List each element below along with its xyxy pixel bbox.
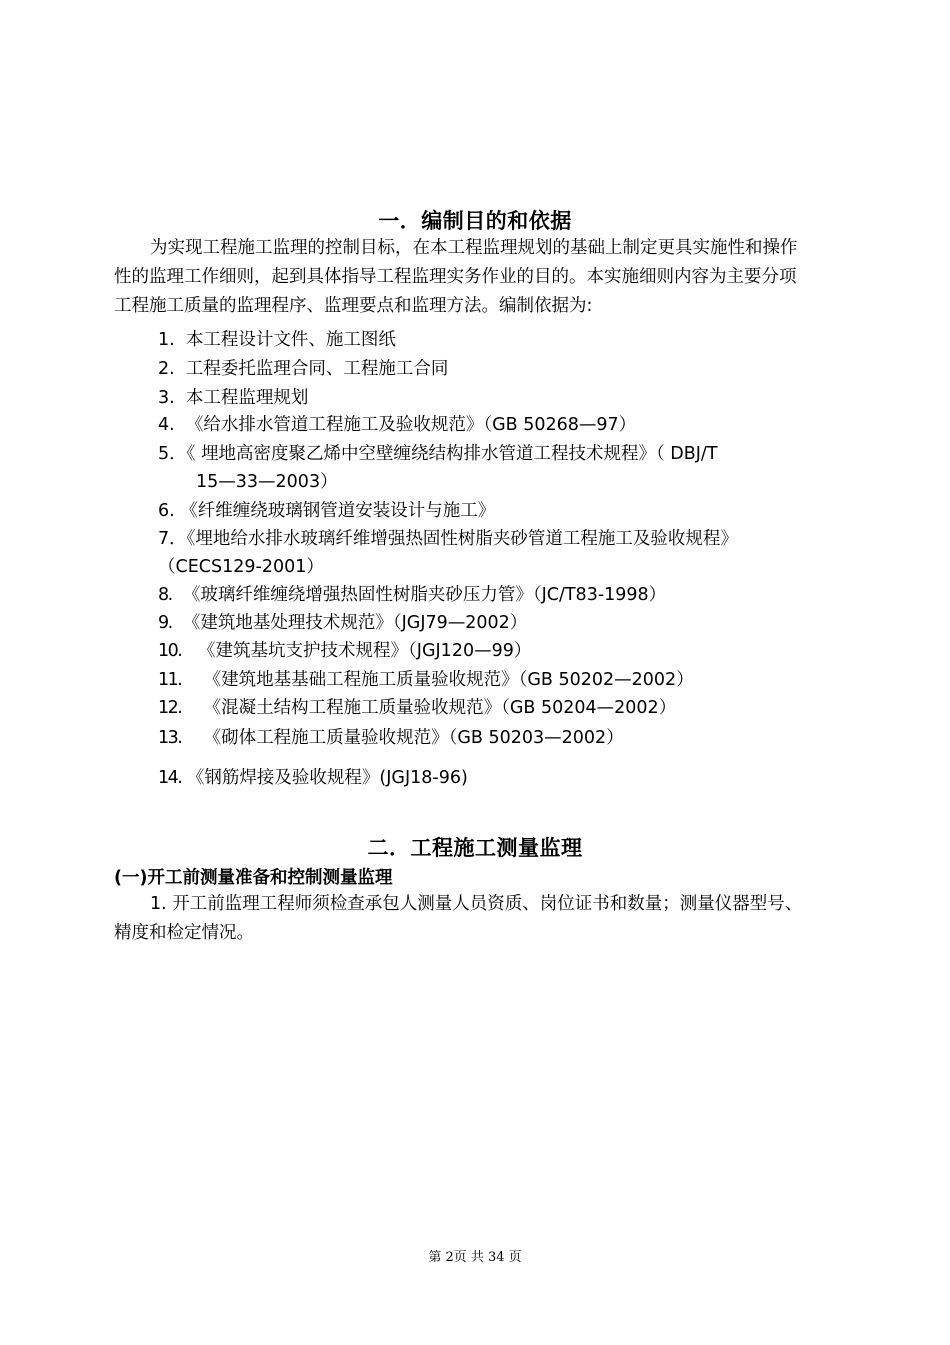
list-item-number: 3. [158,388,175,408]
list-item-number: 2. [158,359,175,379]
list-item-text: 本工程监理规划 [185,388,309,408]
section1-intro-line1: 为实现工程施工监理的控制目标，在本工程监理规划的基础上制定更具实施性和操作 [150,238,798,258]
list-item [158,637,531,665]
list-item [158,355,448,383]
list-item-number: 7． [158,529,187,549]
list-item [158,326,396,354]
list-item-text: 工程委托监理合同、工程施工合同 [185,359,449,379]
section2-para-line2: 精度和检定情况。 [114,923,254,943]
list-item [158,497,495,525]
list-item [158,440,718,468]
section2-para-line1: 1. 开工前监理工程师须检查承包人测量人员资质、岗位证书和数量；测量仪器型号、 [150,894,803,914]
list-item [158,764,468,792]
section1-title: 一．编制目的和依据 [378,209,572,233]
list-item-number: 9. [158,613,172,633]
list-item-text: 《给水排水管道工程施工及验收规范》（GB 50268—97） [185,415,637,435]
list-item-text: 《纤维缠绕玻璃钢管道安装设计与施工》 [180,501,496,521]
list-item-text: 《建筑基坑支护技术规程》（JGJ120—99） [198,641,532,661]
list-item-number: 11. [158,670,182,690]
list-item-number: 8. [158,585,172,605]
list-item-text: 《建筑地基基础工程施工质量验收规范》（GB 50202—2002） [203,670,694,690]
page-footer: 第 2页 共 34 页 [428,1250,522,1265]
list-item-text: 《砌体工程施工质量验收规范》（GB 50203—2002） [203,728,624,748]
list-item-number: 14. [158,768,182,788]
section2-subtitle: (一)开工前测量准备和控制测量监理 [114,868,393,888]
list-item-number: 4. [158,415,175,435]
list-item-number: 13. [158,728,182,748]
section1-intro-line2: 性的监理工作细则，起到具体指导工程监理实务作业的目的。本实施细则内容为主要分项 [114,267,797,287]
list-item-number: 10. [158,641,182,661]
list-item-text: 《 埋地高密度聚乙烯中空壁缠绕结构排水管道工程技术规程》（ DBJ/T [186,444,718,464]
list-item [158,694,676,722]
list-item-text: 《埋地给水排水玻璃纤维增强热固性树脂夹砂管道工程施工及验收规程》 [186,529,738,549]
list-item [158,411,636,439]
list-item [158,525,738,553]
list-item-text: 《混凝土结构工程施工质量验收规范》（GB 50204—2002） [203,698,677,718]
list-item-number: 6. [158,501,175,521]
list-item [158,724,624,752]
list-item-number: 1. [158,330,175,350]
section2-title: 二．工程施工测量监理 [367,836,583,860]
list-item-text: 《钢筋焊接及验收规程》(JGJ18-96) [186,768,468,788]
section1-intro-line3: 工程施工质量的监理程序、监理要点和监理方法。编制依据为: [114,296,593,316]
list-item [158,384,308,412]
list-item-text: 《玻璃纤维缠绕增强热固性树脂夹砂压力管》（JC/T83-1998） [182,585,667,605]
list-item [158,609,527,637]
list-item-text: 《建筑地基处理技术规范》（JGJ79—2002） [182,613,528,633]
list-item-continuation: （CECS129-2001） [158,557,324,577]
list-item [158,666,694,694]
list-item-number: 12. [158,698,182,718]
list-item [158,581,666,609]
list-item-text: 本工程设计文件、施工图纸 [185,330,396,350]
list-item-number: 5． [158,444,187,464]
list-item-continuation: 15—33—2003） [196,472,338,492]
